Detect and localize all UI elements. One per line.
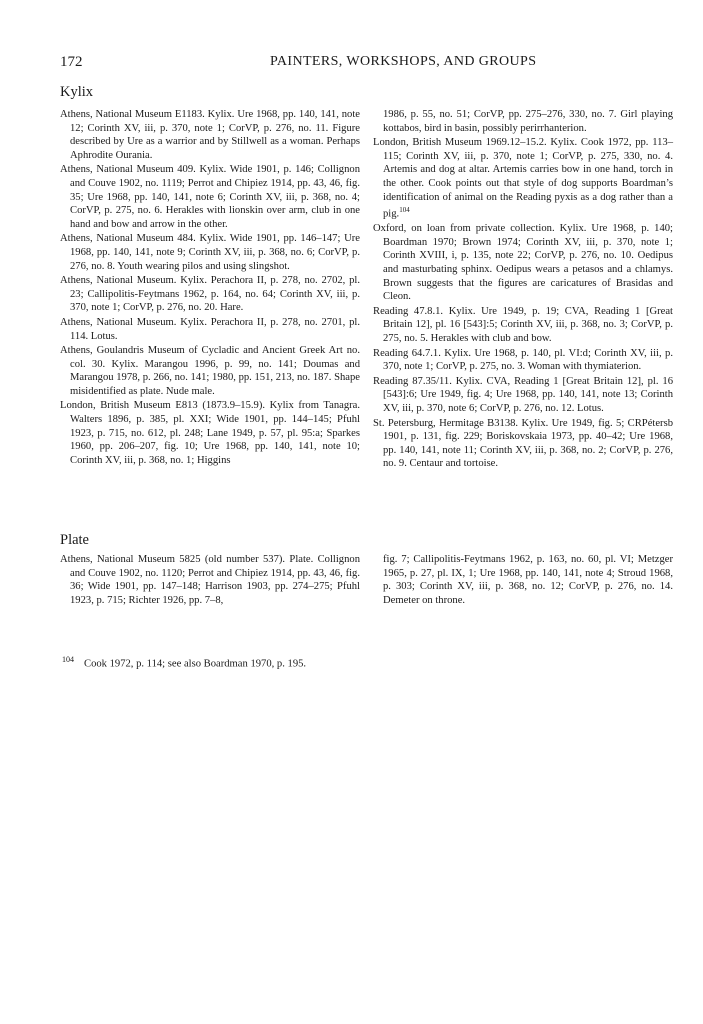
catalog-entry: Oxford, on loan from private collection. Kylix. Ure 1968, p. 140; Boardman 1970; Brown 1974; Corinth XV, iii, p. 370, note 1; Corinth XVIII, i, p. 135, note 22; CorVP, p. 276, no. 10. Oedipus and masturbating sphinx. Oedipus wears a petasos and a chlamys. Brown suggests that the figures are caricatures of Brasidas and Cleon. — [373, 223, 673, 303]
footnote-text: Cook 1972, p. 114; see also Boardman 1970, p. 195. — [84, 658, 307, 670]
catalog-entry: Reading 87.35/11. Kylix. CVA, Reading 1 [Great Britain 12], pl. 16 [543]:6; Ure 1949, fig. 4; Ure 1968, pp. 140, 141, note 13; Corinth XV, iii, p. 370, note 6; CorVP, p. 276, no. 12. Lotus. — [373, 375, 673, 414]
catalog-entry-continued: 1986, p. 55, no. 51; CorVP, pp. 275–276, 330, no. 7. Girl playing kottabos, bird in basin, possibly perirrhanterion. — [383, 109, 673, 134]
plate-left-column — [60, 553, 360, 608]
catalog-entry: Athens, National Museum. Kylix. Perachora II, p. 278, no. 2702, pl. 23; Callipolitis-Feytmans 1962, p. 164, no. 64; Corinth XV, iii, p. 370, note 1; CorVP, p. 276, no. 20. Hare. — [60, 275, 360, 314]
catalog-entry: St. Petersburg, Hermitage B3138. Kylix. Ure 1949, fig. 5; CRPétersb 1901, p. 131, fig. 229; Boriskovskaia 1973, pp. 40–42; Ure 1968, pp. 140, 141, note 11; Corinth XV, iii, p. 368, no. 2; CorVP, p. 276, no. 9. Centaur and tortoise. — [373, 417, 673, 470]
catalog-entry: Athens, National Museum. Kylix. Perachora II, p. 278, no. 2701, pl. 114. Lotus. — [60, 316, 360, 342]
section-heading-plate: Plate — [60, 532, 89, 548]
catalog-entry: London, British Museum E813 (1873.9–15.9). Kylix from Tanagra. Walters 1896, p. 385, pl. XXI; Wide 1901, pp. 144–145; Pfuhl 1923, p. 715, no. 612, pl. 248; Lane 1949, p. 57, pl. 95:a; Sparkes 1960, pp. 206–207, fig. 10; Ure 1968, pp. 140, 141, note 10; Corinth XV, iii, p. 368, no. 1; Higgins — [60, 400, 360, 466]
catalog-entry: Athens, National Museum 484. Kylix. Wide 1901, pp. 146–147; Ure 1968, pp. 140, 141, note 9; Corinth XV, iii, p. 368, no. 6; CorVP, p. 276, no. 8. Youth wearing pilos and using slingshot. — [60, 233, 360, 272]
footnote — [62, 655, 662, 670]
catalog-entry: Reading 47.8.1. Kylix. Ure 1949, p. 19; CVA, Reading 1 [Great Britain 12], pl. 16 [543]:5; Corinth XV, iii, p. 368, no. 3; CorVP, p. 275, no. 5. Herakles with club and bow. — [373, 305, 673, 345]
plate-right-column — [373, 553, 673, 608]
catalog-entry: Athens, Goulandris Museum of Cycladic and Ancient Greek Art no. col. 30. Kylix. Marangou 1996, p. 99, no. 141; Doumas and Marangou 1978, p. 266, no. 141; 1980, pp. 151, 213, no. 187. Shape misidentified as plate. Nude male. — [60, 345, 360, 397]
catalog-entry-text: London, British Museum 1969.12–15.2. Kylix. Cook 1972, pp. 113–115; Corinth XV, iii, p. 370, note 1; CorVP, p. 275, 330, no. 4. Artemis and dog at altar. Artemis carries bow in one hand, torch in the other. Cook points out that style of dog supports Boardman’s identification of animal on the Reading pyxis as a dog rather than a pig. — [373, 137, 673, 220]
catalog-entry-continued: fig. 7; Callipolitis-Feytmans 1962, p. 163, no. 60, pl. VI; Metzger 1965, p. 27, pl. IX, 1; Ure 1968, pp. 140, 141, note 4; Stroud 1968, p. 303; Corinth XV, iii, p. 368, no. 12; CorVP, p. 276, no. 14. Demeter on throne. — [383, 554, 673, 606]
catalog-entry: Athens, National Museum 409. Kylix. Wide 1901, p. 146; Collignon and Couve 1902, no. 1119; Perrot and Chipiez 1914, pp. 43, 46, fig. 35; Ure 1968, pp. 140, 141, note 6; Corinth XV, iii, p. 368, no. 4; CorVP, p. 275, no. 6. Herakles with lionskin over arm, club in one hand and bow and arrow in the other. — [60, 164, 360, 230]
running-title: PAINTERS, WORKSHOPS, AND GROUPS — [270, 54, 537, 69]
kylix-right-column — [373, 108, 673, 472]
catalog-entry: Reading 64.7.1. Kylix. Ure 1968, p. 140, pl. VI:d; Corinth XV, iii, p. 370, note 1; CorVP, p. 275, no. 3. Woman with thymiaterion. — [373, 347, 673, 373]
section-heading-kylix: Kylix — [60, 84, 94, 100]
footnote-number: 104 — [62, 655, 74, 664]
catalog-entry — [373, 136, 673, 221]
page-number: 172 — [60, 54, 83, 70]
catalog-entry: Athens, National Museum 5825 (old number 537). Plate. Collignon and Couve 1902, no. 1120; Perrot and Chipiez 1914, pp. 43, 46, fig. 36; Wide 1901, pp. 147–148; Harrison 1903, pp. 274–275; Pfuhl 1923, p. 715; Richter 1926, pp. 7–8, — [60, 554, 360, 606]
footnote-reference: 104 — [399, 206, 410, 215]
kylix-left-column — [60, 108, 360, 468]
catalog-entry: Athens, National Museum E1183. Kylix. Ure 1968, pp. 140, 141, note 12; Corinth XV, iii, p. 370, note 1; CorVP, p. 276, no. 11. Figure described by Ure as a warrior and by Stillwell as a woman. Perhaps Aphrodite Ourania. — [60, 109, 360, 161]
